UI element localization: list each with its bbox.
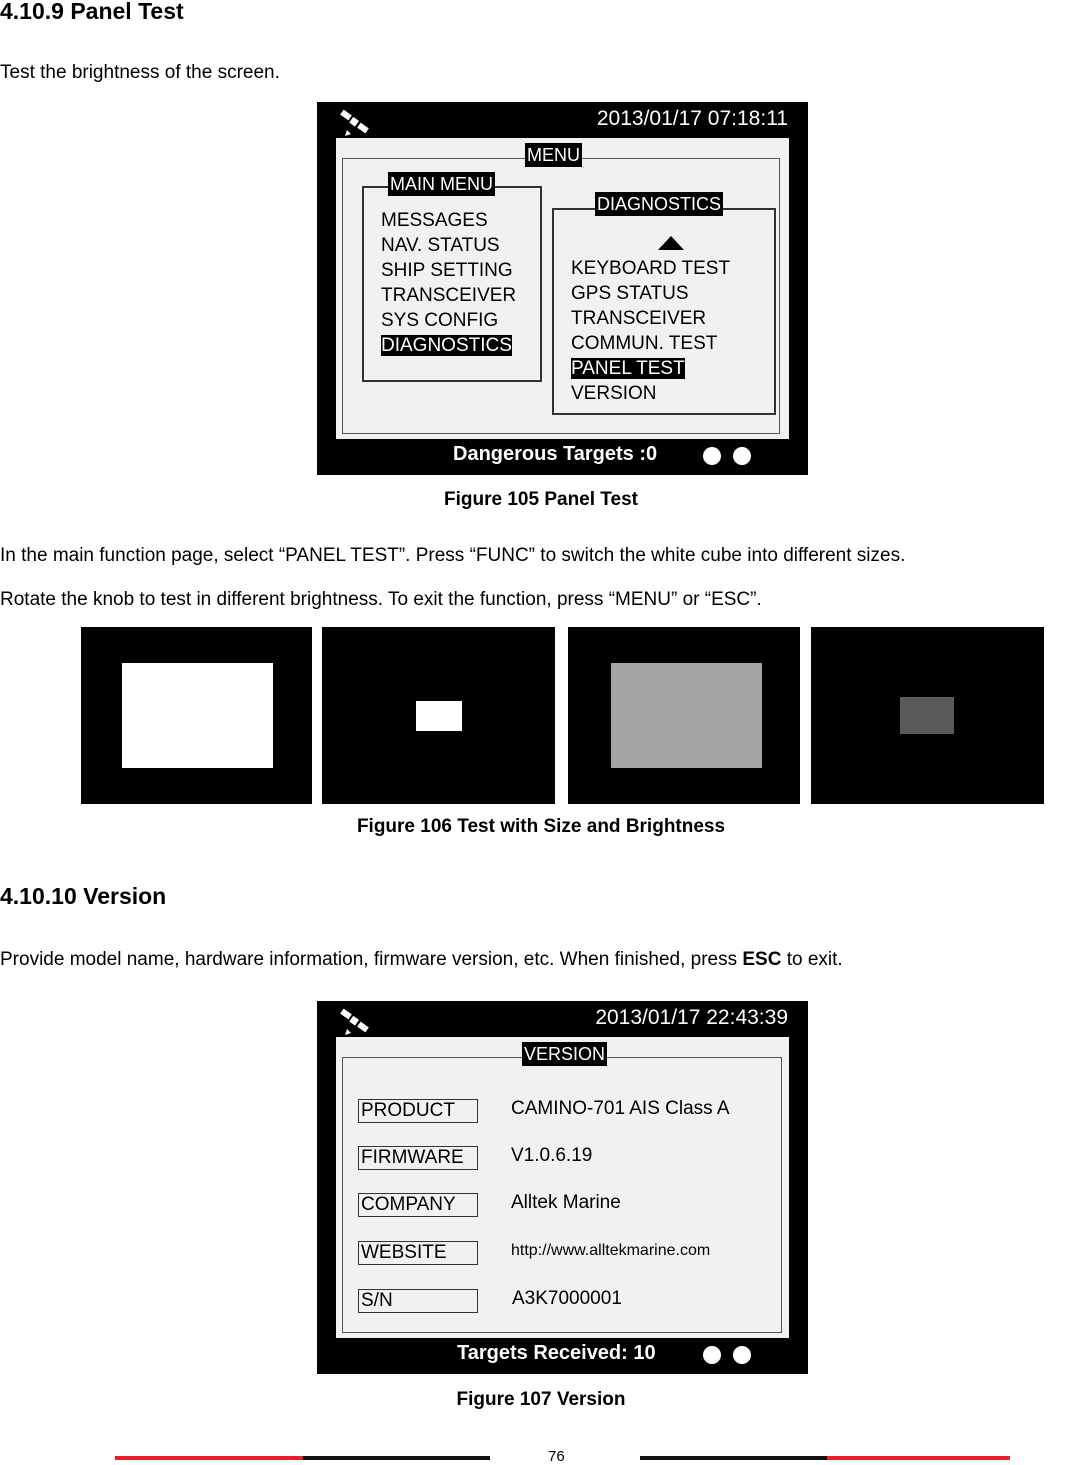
- test-panel-large-gray: [568, 627, 800, 804]
- menu-tag: MENU: [527, 145, 580, 165]
- main-menu-item-messages[interactable]: MESSAGES: [381, 210, 488, 231]
- satellite-icon: [337, 108, 373, 138]
- gray-cube-large: [611, 663, 762, 768]
- version-tag: VERSION: [524, 1044, 606, 1064]
- device-screen-menu: [317, 102, 808, 475]
- white-cube-small: [416, 701, 462, 731]
- value-firmware: V1.0.6.19: [511, 1145, 593, 1166]
- status-dot-right: [733, 1346, 751, 1364]
- section-heading-panel-test: 4.10.9 Panel Test: [0, 0, 184, 24]
- main-menu-item-nav-status[interactable]: NAV. STATUS: [381, 235, 500, 256]
- panel-instructions-line1: In the main function page, select “PANEL TEST”. Press “FUNC” to switch the white cube into different sizes.: [0, 545, 906, 566]
- value-company: Alltek Marine: [511, 1192, 621, 1213]
- timestamp: 2013/01/17 07:18:11: [596, 107, 788, 130]
- esc-key: ESC: [742, 949, 782, 970]
- status-dot-left: [703, 447, 721, 465]
- version-window: [336, 1037, 789, 1338]
- figure-105-caption: Figure 105 Panel Test: [444, 489, 638, 510]
- footer-bar-left-dark: [303, 1456, 490, 1460]
- white-cube-large: [122, 663, 273, 768]
- timestamp: 2013/01/17 22:43:39: [595, 1006, 788, 1029]
- figure-107-caption: Figure 107 Version: [456, 1389, 626, 1410]
- status-targets-received: Targets Received: 10: [457, 1342, 656, 1364]
- device-screen-version: [317, 1001, 808, 1374]
- panel-instructions-line2: Rotate the knob to test in different brightness. To exit the function, press “MENU” or “ESC”.: [0, 589, 762, 610]
- footer-bar-left-red: [115, 1456, 303, 1460]
- panel-test-intro: Test the brightness of the screen.: [0, 62, 280, 83]
- status-dot-left: [703, 1346, 721, 1364]
- diagnostics-item-commun-test[interactable]: COMMUN. TEST: [571, 333, 718, 354]
- satellite-icon: [337, 1007, 373, 1037]
- label-serial-number: S/N: [358, 1289, 478, 1313]
- main-menu-item-ship-setting[interactable]: SHIP SETTING: [381, 260, 513, 281]
- main-menu-box: [362, 186, 542, 382]
- figure-106-caption: Figure 106 Test with Size and Brightness: [356, 816, 726, 837]
- main-menu-item-transceiver[interactable]: TRANSCEIVER: [381, 285, 517, 306]
- value-product: CAMINO-701 AIS Class A: [511, 1098, 730, 1119]
- diagnostics-tag: DIAGNOSTICS: [597, 194, 722, 214]
- diagnostics-item-version[interactable]: VERSION: [571, 383, 657, 404]
- main-menu-item-sys-config[interactable]: SYS CONFIG: [381, 310, 499, 331]
- value-website[interactable]: http://www.alltekmarine.com: [511, 1242, 711, 1259]
- diagnostics-item-gps-status[interactable]: GPS STATUS: [571, 283, 689, 304]
- test-panel-small-white: [322, 627, 555, 804]
- diagnostics-item-panel-test[interactable]: PANEL TEST: [571, 358, 685, 379]
- label-company: COMPANY: [358, 1193, 478, 1217]
- diagnostics-box: [552, 208, 776, 415]
- diagnostics-item-transceiver[interactable]: TRANSCEIVER: [571, 308, 707, 329]
- main-menu-item-diagnostics[interactable]: DIAGNOSTICS: [381, 335, 512, 356]
- footer-bar-right-red: [827, 1456, 1010, 1460]
- test-panel-small-gray: [811, 627, 1044, 804]
- status-dangerous-targets: Dangerous Targets :0: [453, 443, 658, 465]
- footer-bar-right-dark: [640, 1456, 827, 1460]
- label-website: WEBSITE: [358, 1241, 478, 1265]
- menu-window: [336, 138, 789, 439]
- page-number: 76: [548, 1448, 565, 1465]
- scroll-up-arrow-icon[interactable]: [657, 235, 685, 251]
- label-product: PRODUCT: [358, 1099, 478, 1123]
- test-panel-large-white: [81, 627, 312, 804]
- value-serial-number: A3K7000001: [512, 1288, 622, 1309]
- main-menu-tag: MAIN MENU: [390, 174, 493, 194]
- version-intro: Provide model name, hardware information, firmware version, etc. When finished, press ESC to exit.: [0, 949, 843, 970]
- diagnostics-item-keyboard-test[interactable]: KEYBOARD TEST: [571, 258, 731, 279]
- gray-cube-small: [900, 697, 954, 734]
- label-firmware: FIRMWARE: [358, 1146, 478, 1170]
- section-heading-version: 4.10.10 Version: [0, 883, 167, 909]
- status-dot-right: [733, 447, 751, 465]
